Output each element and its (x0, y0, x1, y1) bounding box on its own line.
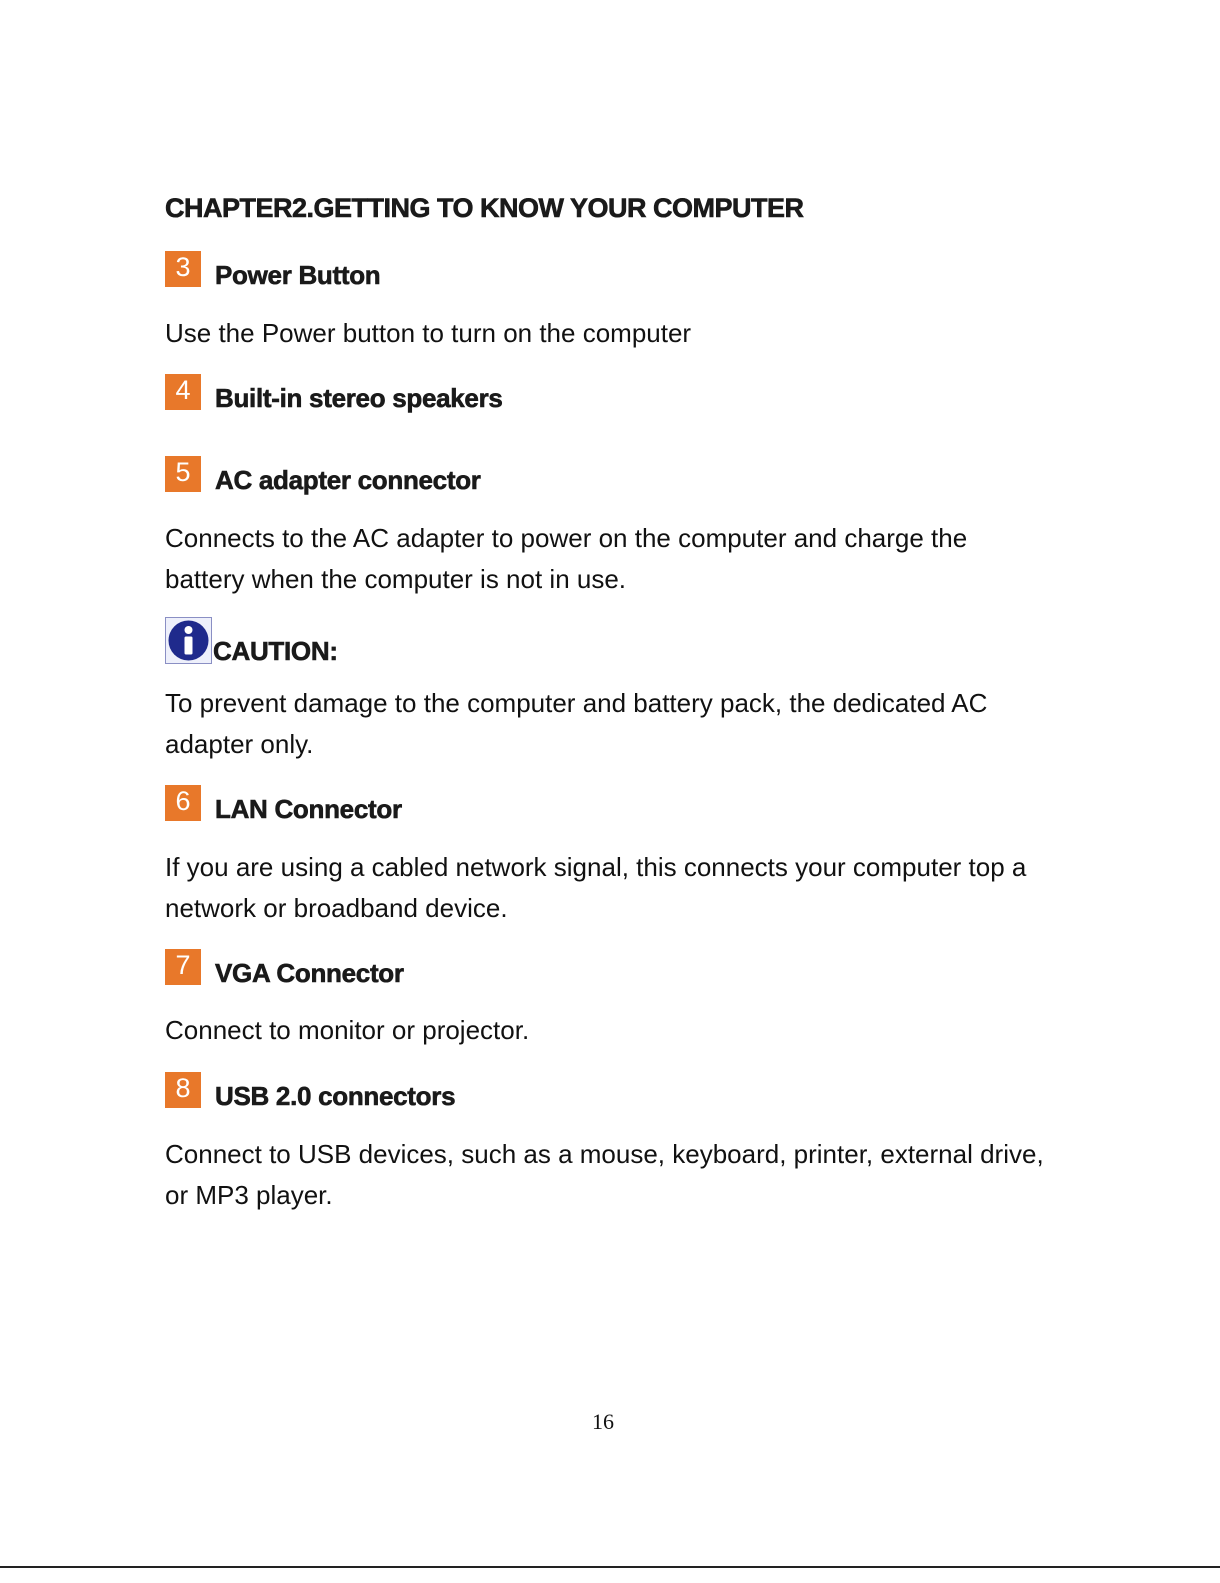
section-heading-lan-connector (165, 785, 402, 824)
section-number-badge: 7 (165, 949, 201, 985)
section-number-badge: 3 (165, 251, 201, 287)
section-number-badge: 4 (165, 374, 201, 410)
caution-text: To prevent damage to the computer and battery pack, the dedicated AC adapter only. (165, 688, 988, 759)
section-heading-usb-connectors (165, 1072, 456, 1111)
section-title: Built-in stereo speakers (215, 382, 503, 413)
section-description: If you are using a cabled network signal, this connects your computer top a network or broadband device. (165, 852, 1027, 923)
section-description: Use the Power button to turn on the computer (165, 318, 692, 348)
section-number-badge: 5 (165, 456, 201, 492)
section-title: AC adapter connector (215, 464, 481, 495)
section-number-badge: 8 (165, 1072, 201, 1108)
section-description: Connects to the AC adapter to power on the computer and charge the battery when the computer is not in use. (165, 523, 968, 594)
info-icon (165, 617, 212, 664)
section-title: VGA Connector (215, 957, 404, 988)
page-number: 16 (592, 1409, 614, 1434)
section-heading-stereo-speakers (165, 374, 503, 413)
section-description: Connect to monitor or projector. (165, 1015, 530, 1045)
page-bottom-divider (0, 1566, 1220, 1568)
caution-heading (165, 614, 338, 664)
section-title: LAN Connector (215, 793, 402, 824)
section-title: Power Button (215, 259, 381, 290)
section-heading-ac-adapter (165, 456, 481, 495)
section-title: USB 2.0 connectors (215, 1080, 456, 1111)
section-heading-power-button (165, 251, 381, 290)
section-heading-vga-connector (165, 949, 404, 988)
section-number-badge: 6 (165, 785, 201, 821)
section-description: Connect to USB devices, such as a mouse, keyboard, printer, external drive, or MP3 player. (165, 1139, 1044, 1210)
caution-label: CAUTION: (213, 636, 338, 666)
chapter-title: CHAPTER2.GETTING TO KNOW YOUR COMPUTER (165, 193, 804, 223)
